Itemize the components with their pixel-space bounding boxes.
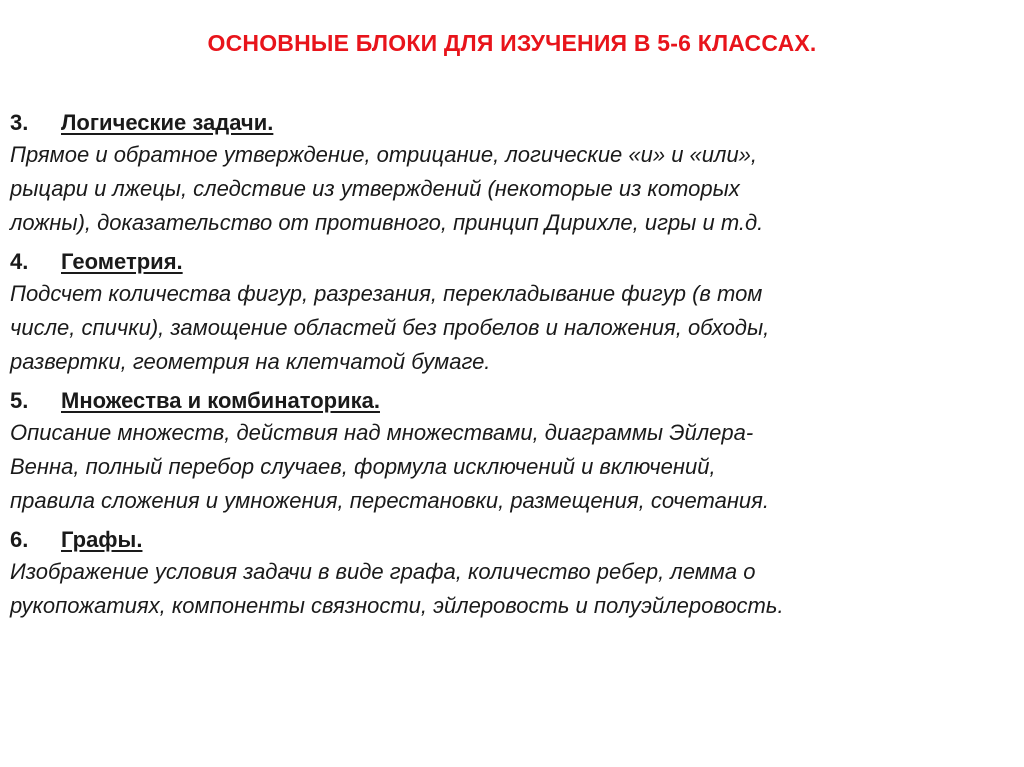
section-description [10,416,1015,518]
section-description [10,555,1015,623]
section-number: 6. [10,527,29,552]
description-line: Описание множеств, действия над множествами, диаграммы Эйлера- [10,420,754,445]
section-number: 4. [10,249,29,274]
section-title: Графы. [61,527,143,552]
section-description [10,277,1015,379]
description-line: ложны), доказательство от противного, принцип Дирихле, игры и т.д. [10,210,764,235]
section-geometry [10,247,1015,379]
content-list [10,108,1015,630]
description-line: Подсчет количества фигур, разрезания, перекладывание фигур (в том [10,281,763,306]
section-title: Логические задачи. [61,110,274,135]
description-line: развертки, геометрия на клетчатой бумаге. [10,349,491,374]
slide-title: ОСНОВНЫЕ БЛОКИ ДЛЯ ИЗУЧЕНИЯ В 5-6 КЛАССАХ. [207,30,817,56]
section-title: Множества и комбинаторика. [61,388,380,413]
description-line: правила сложения и умножения, перестановки, размещения, сочетания. [10,488,770,513]
description-line: Венна, полный перебор случаев, формула исключений и включений, [10,454,716,479]
section-title: Геометрия. [61,249,183,274]
section-heading [10,247,1015,277]
section-number: 5. [10,388,29,413]
description-line: Изображение условия задачи в виде графа, количество ребер, лемма о [10,559,756,584]
section-sets-combinatorics [10,386,1015,518]
description-line: числе, спички), замощение областей без пробелов и наложения, обходы, [10,315,770,340]
description-line: рукопожатиях, компоненты связности, эйлеровость и полуэйлеровость. [10,593,784,618]
description-line: Прямое и обратное утверждение, отрицание, логические «и» и «или», [10,142,758,167]
section-heading [10,386,1015,416]
section-graphs [10,525,1015,623]
section-logic [10,108,1015,240]
description-line: рыцари и лжецы, следствие из утверждений (некоторые из которых [10,176,740,201]
section-heading [10,108,1015,138]
section-description [10,138,1015,240]
section-number: 3. [10,110,29,135]
section-heading [10,525,1015,555]
